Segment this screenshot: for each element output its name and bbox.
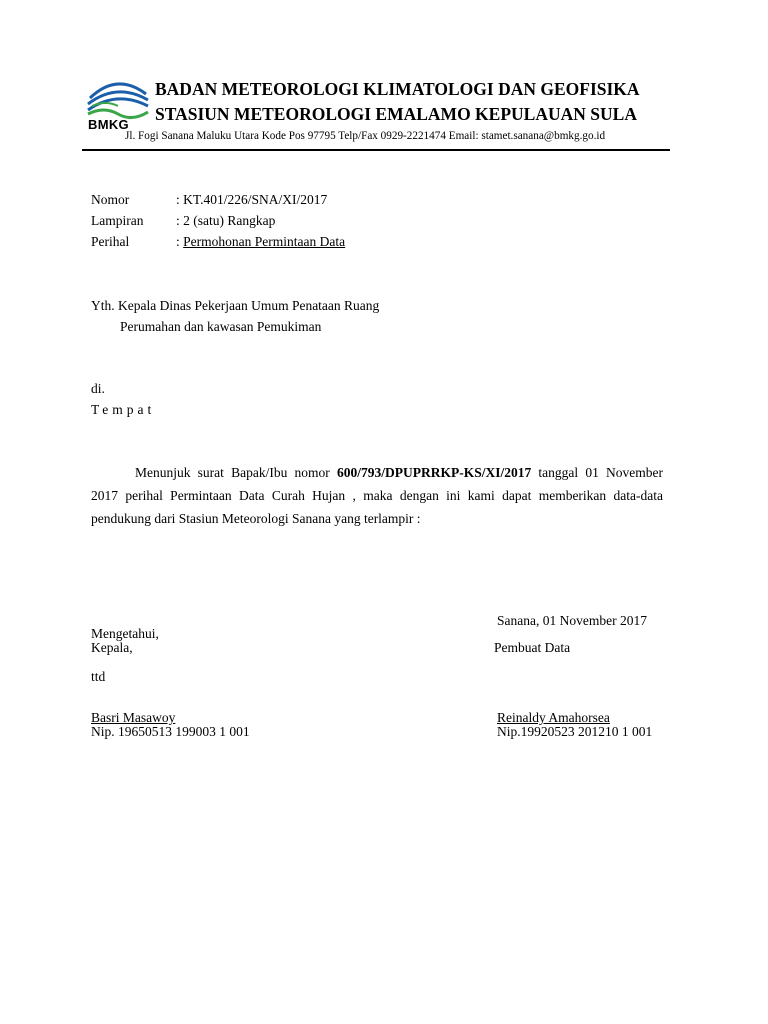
left-signer-nip: Nip. 19650513 199003 1 001 bbox=[91, 724, 250, 739]
place-date: Sanana, 01 November 2017 bbox=[497, 613, 647, 628]
left-ttd: ttd bbox=[91, 669, 106, 684]
org-address: Jl. Fogi Sanana Maluku Utara Kode Pos 97795 Telp/Fax 0929-2221474 Email: stamet.sanana@bmkg.go.id bbox=[125, 130, 606, 142]
perihal-field bbox=[176, 234, 345, 250]
logo-text: BMKG bbox=[88, 117, 129, 132]
body-paragraph bbox=[91, 461, 663, 530]
right-signer-nip: Nip.19920523 201210 1 001 bbox=[497, 724, 653, 739]
nomor-label: Nomor bbox=[91, 192, 130, 207]
left-mengetahui: Mengetahui, bbox=[91, 626, 159, 641]
lampiran-value: : 2 (satu) Rangkap bbox=[176, 213, 276, 228]
body-ref-number: 600/793/DPUPRRKP-KS/XI/2017 bbox=[336, 465, 532, 480]
right-signer-name: Reinaldy Amahorsea bbox=[497, 710, 610, 725]
recipient-line1: Yth. Kepala Dinas Pekerjaan Umum Penataan Ruang bbox=[91, 298, 380, 313]
nomor-value: : KT.401/226/SNA/XI/2017 bbox=[176, 192, 328, 207]
left-title: Kepala, bbox=[91, 640, 133, 655]
lampiran-label: Lampiran bbox=[91, 213, 144, 228]
perihal-colon: : bbox=[176, 234, 184, 249]
body-part1: Menunjuk surat Bapak/Ibu nomor bbox=[135, 465, 337, 480]
right-title: Pembuat Data bbox=[494, 640, 571, 655]
header-rule bbox=[82, 149, 670, 151]
perihal-value: Permohonan Permintaan Data bbox=[183, 234, 346, 249]
recipient-di: di. bbox=[91, 381, 105, 396]
perihal-label: Perihal bbox=[91, 234, 130, 249]
body-part2: tanggal 01 November 2017 perihal Permintaan Data Curah Hujan , maka dengan ini kami dapat memberikan data-data pendukung dari Stasiun Meteorologi Sanana yang terlampir : bbox=[91, 465, 663, 526]
recipient-tempat: Tempat bbox=[91, 402, 156, 417]
left-signer-name: Basri Masawoy bbox=[91, 710, 176, 725]
org-name-line1: BADAN METEOROLOGI KLIMATOLOGI DAN GEOFISIKA bbox=[155, 79, 640, 99]
org-name-line2: STASIUN METEOROLOGI EMALAMO KEPULAUAN SULA bbox=[155, 104, 637, 124]
recipient-line2: Perumahan dan kawasan Pemukiman bbox=[120, 319, 322, 334]
